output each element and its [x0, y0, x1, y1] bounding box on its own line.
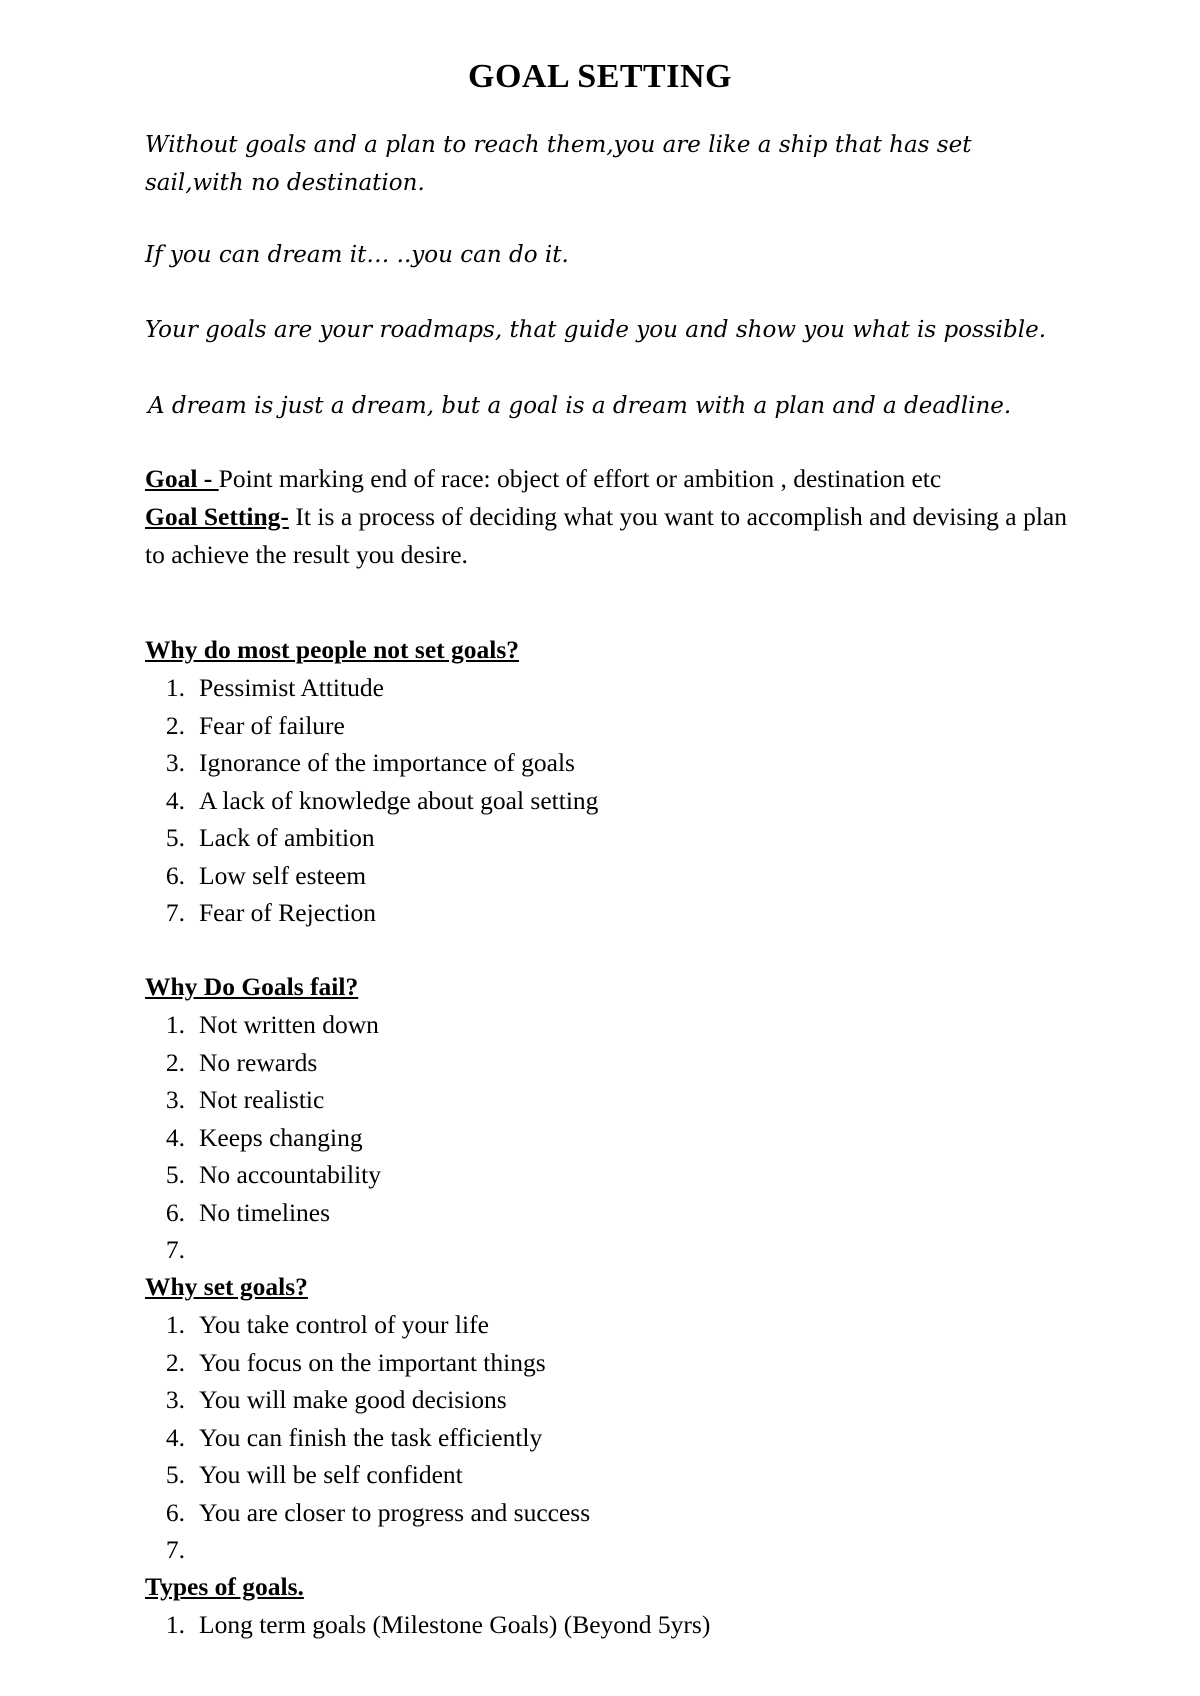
- list-item: 6. No timelines: [165, 1197, 331, 1227]
- list-item: 2. Fear of failure: [165, 710, 345, 740]
- goal-setting-definition-text: It is a process of deciding what you want to accomplish and devising a plan to achieve the result you desire.: [145, 502, 1067, 569]
- list-item: 6. Low self esteem: [165, 860, 367, 890]
- list-item: 1. Pessimist Attitude: [165, 673, 384, 702]
- heading-why-not-set-goals: Why do most people not set goals?: [145, 635, 520, 664]
- list-item: 2. You focus on the important things: [165, 1347, 546, 1377]
- quote-dream-it: If you can dream it… ..you can do it.: [145, 242, 569, 268]
- goal-term: Goal -: [145, 464, 219, 493]
- list-item: 4. Keeps changing: [165, 1122, 363, 1152]
- heading-why-goals-fail: Why Do Goals fail?: [145, 972, 359, 1001]
- page-title: GOAL SETTING: [468, 58, 732, 95]
- list-item: 7.: [165, 1235, 185, 1264]
- list-item: 4. You can finish the task efficiently: [165, 1422, 543, 1452]
- list-item: 1. Long term goals (Milestone Goals) (Beyond 5yrs): [165, 1610, 711, 1639]
- list-item: 2. No rewards: [165, 1047, 318, 1077]
- list-types-of-goals: [145, 1606, 1045, 1644]
- list-item: 7. Fear of Rejection: [165, 898, 377, 927]
- list-item: 5. No accountability: [165, 1160, 381, 1189]
- list-item: 5. Lack of ambition: [165, 823, 375, 852]
- list-item: 7.: [165, 1535, 185, 1564]
- list-why-set-goals: [145, 1306, 1045, 1569]
- quote-roadmaps: Your goals are your roadmaps, that guide you and show you what is possible.: [145, 317, 1047, 343]
- list-item: 3. Not realistic: [165, 1085, 325, 1114]
- list-item: 1. Not written down: [165, 1010, 379, 1039]
- list-item: 3. You will make good decisions: [165, 1385, 507, 1414]
- quote-ship: Without goals and a plan to reach them,you are like a ship that has set sail,with no destination.: [145, 132, 972, 196]
- list-item: 1. You take control of your life: [165, 1310, 489, 1339]
- heading-types-of-goals: Types of goals.: [145, 1572, 304, 1601]
- goal-setting-term: Goal Setting-: [145, 502, 289, 531]
- goal-setting-definition: [145, 498, 1067, 574]
- heading-why-set-goals: Why set goals?: [145, 1272, 308, 1301]
- goal-definition: [145, 460, 1067, 498]
- list-item: 5. You will be self confident: [165, 1460, 463, 1489]
- quote-deadline: A dream is just a dream, but a goal is a dream with a plan and a deadline.: [148, 393, 1012, 419]
- goal-definition-text: Point marking end of race: object of effort or ambition , destination etc: [218, 464, 942, 493]
- list-why-goals-fail: [145, 1006, 1045, 1269]
- list-item: 3. Ignorance of the importance of goals: [165, 748, 575, 777]
- list-why-not-set-goals: [145, 669, 1045, 932]
- list-item: 4. A lack of knowledge about goal setting: [165, 785, 599, 815]
- list-item: 6. You are closer to progress and success: [165, 1497, 591, 1527]
